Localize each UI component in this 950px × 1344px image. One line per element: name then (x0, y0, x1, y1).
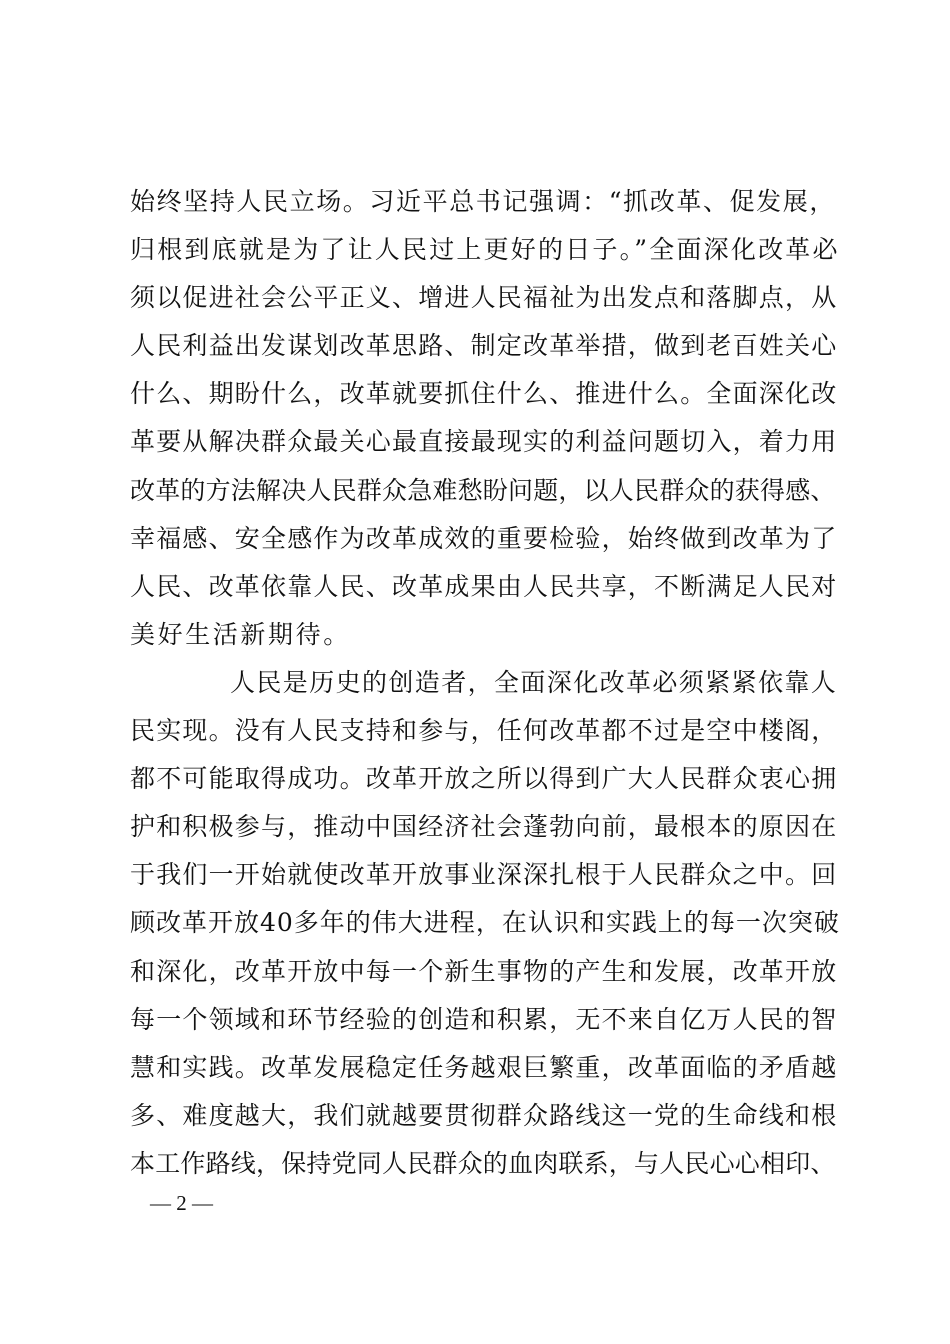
text-line: 什么、期盼什么，改革就要抓住什么、推进什么。全面深化改 (130, 379, 838, 409)
text-line: 慧和实践。改革发展稳定任务越艰巨繁重，改革面临的矛盾越 (130, 1052, 838, 1082)
text-line: 人民、改革依靠人民、改革成果由人民共享，不断满足人民对 (130, 571, 838, 601)
paragraph-1 (130, 178, 840, 659)
text-line: 民实现。没有人民支持和参与，任何改革都不过是空中楼阁， (130, 716, 838, 746)
text-line: 顾改革开放40多年的伟大进程，在认识和实践上的每一次突破 (130, 908, 840, 938)
text-line: 美好生活新期待。 (130, 619, 351, 649)
text-line: 改革的方法解决人民群众急难愁盼问题，以人民群众的获得感、 (130, 475, 836, 505)
text-line: 都不可能取得成功。改革开放之所以得到广大人民群众衷心拥 (130, 764, 838, 794)
body-text (130, 178, 840, 1188)
text-line: 归根到底就是为了让人民过上更好的日子。”全面深化改革必 (130, 235, 840, 265)
text-line: 幸福感、安全感作为改革成效的重要检验，始终做到改革为了 (130, 523, 838, 553)
text-line: 护和积极参与，推动中国经济社会蓬勃向前，最根本的原因在 (130, 812, 838, 842)
text-line: 本工作路线，保持党同人民群众的血肉联系，与人民心心相印、 (130, 1148, 836, 1178)
page-number: — 2 — (150, 1191, 213, 1215)
text-line: 革要从解决群众最关心最直接最现实的利益问题切入，着力用 (130, 427, 838, 457)
text-line: 于我们一开始就使改革开放事业深深扎根于人民群众之中。回 (130, 860, 838, 890)
text-line: 须以促进社会公平正义、增进人民福祉为出发点和落脚点，从 (130, 283, 838, 313)
text-line: 始终坚持人民立场。习近平总书记强调：“抓改革、促发展， (130, 187, 836, 216)
text-line: 人民利益出发谋划改革思路、制定改革举措，做到老百姓关心 (130, 331, 838, 361)
text-line: 多、难度越大，我们就越要贯彻群众路线这一党的生命线和根 (130, 1100, 838, 1130)
text-line: 和深化，改革开放中每一个新生事物的产生和发展，改革开放 (130, 956, 838, 986)
text-line: 人民是历史的创造者，全面深化改革必须紧紧依靠人 (230, 667, 838, 697)
paragraph-2 (130, 659, 840, 1188)
text-line: 每一个领域和环节经验的创造和积累，无不来自亿万人民的智 (130, 1004, 838, 1034)
